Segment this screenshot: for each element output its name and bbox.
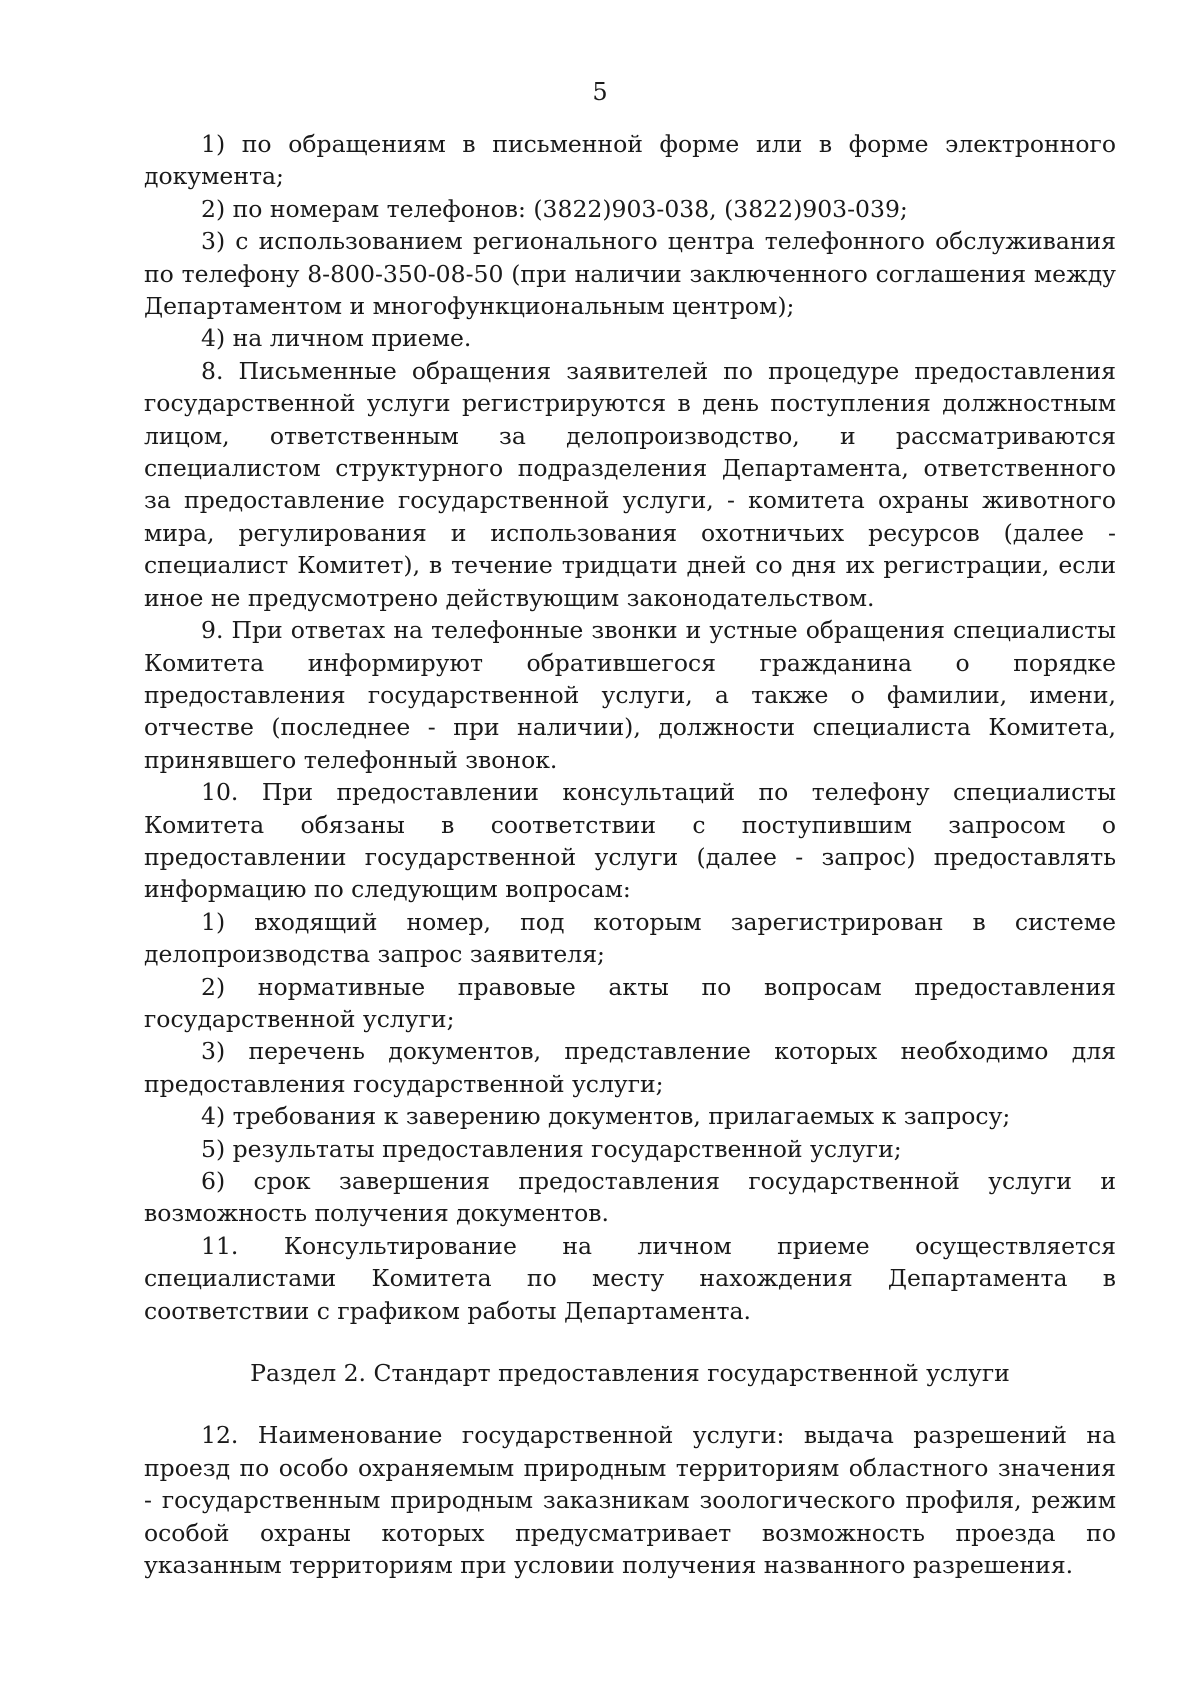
paragraph-subitem-4: 4) требования к заверению документов, прилагаемых к запросу; [201, 1102, 1011, 1131]
paragraph-subitem-1: 1) входящий номер, под которым зарегистрирован в системе делопроизводства запрос заявителя; [144, 907, 1116, 969]
paragraph-subitem-6: 6) срок завершения предоставления государственной услуги и возможность получения документов. [144, 1167, 1116, 1228]
paragraph-clause-11: 11. Консультирование на личном приеме осуществляется специалистами Комитета по месту нахождения Департамента в соответствии с графиком работы Департамента. [144, 1231, 1116, 1325]
paragraph-clause-9: 9. При ответах на телефонные звонки и устные обращения специалисты Комитета информируют обратившегося гражданина о порядке предоставления государственной услуги, а также о фамилии, имени, отчестве (последнее - при наличии), должности специалиста Комитета, принявшего телефонный звонок. [144, 616, 1116, 774]
paragraph-subitem-5: 5) результаты предоставления государственной услуги; [201, 1134, 902, 1163]
paragraph-clause-12: 12. Наименование государственной услуги: выдача разрешений на проезд по особо охраняемым природным территориям областного значения - государственным природным заказникам зоологического профиля, режим особой охраны которых предусматривает возможность проезда по указанным территориям при условии получения названного разрешения. [144, 1421, 1116, 1580]
page-number: 5 [592, 78, 608, 106]
paragraph-item-4-personal: 4) на личном приеме. [201, 324, 472, 353]
section-heading: Раздел 2. Стандарт предоставления государственной услуги [250, 1359, 1010, 1388]
paragraph-subitem-3: 3) перечень документов, представление которых необходимо для предоставления государственной услуги; [144, 1037, 1116, 1098]
paragraph-item-1-written: 1) по обращениям в письменной форме или в форме электронного документа; [144, 130, 1116, 191]
paragraph-item-3-call-center: 3) с использованием регионального центра телефонного обслуживания по телефону 8-800-350-08-50 (при наличии заключенного соглашения между Департаментом и многофункциональным центром); [144, 227, 1116, 321]
paragraph-subitem-2: 2) нормативные правовые акты по вопросам предоставления государственной услуги; [144, 972, 1116, 1033]
paragraph-clause-10: 10. При предоставлении консультаций по телефону специалисты Комитета обязаны в соответствии с поступившим запросом о предоставлении государственной услуги (далее - запрос) предоставлять информацию по следующим вопросам: [144, 778, 1116, 904]
paragraph-item-2-phones: 2) по номерам телефонов: (3822)903-038, (3822)903-039; [201, 194, 908, 223]
paragraph-clause-8: 8. Письменные обращения заявителей по процедуре предоставления государственной услуги регистрируются в день поступления должностным лицом, ответственным за делопроизводство, и рассматриваются специалистом структурного подразделения Департамента, ответственного за предоставление государственной услуги, - комитета охраны животного мира, регулирования и использования охотничьих ресурсов (далее - специалист Комитет), в течение тридцати дней со дня их регистрации, если иное не предусмотрено действующим законодательством. [144, 356, 1116, 612]
document-body [144, 128, 1116, 1581]
